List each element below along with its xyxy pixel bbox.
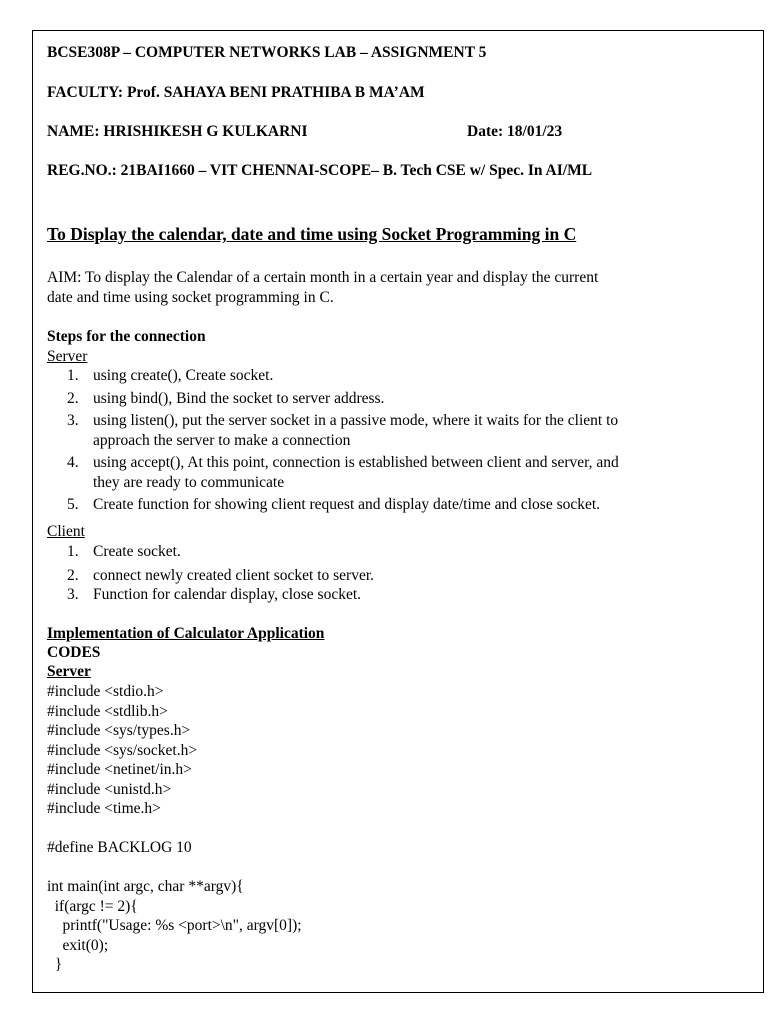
step-number: 2. [67,566,79,584]
list-item [47,542,374,562]
date: Date: 18/01/23 [467,123,563,140]
course-line: BCSE308P – COMPUTER NETWORKS LAB – ASSIGNMENT 5 [47,44,487,61]
step-text: Create function for showing client request and display date/time and close socket. [93,496,601,513]
list-item [47,411,619,450]
reg-number: REG.NO.: 21BAI1660 – VIT CHENNAI-SCOPE– B. Tech CSE w/ Spec. In AI/ML [47,162,593,179]
step-number: 2. [67,389,79,407]
step-text: using accept(), At this point, connection is established between client and server, and [93,454,619,471]
step-number: 1. [67,543,79,560]
step-text: Function for calendar display, close socket. [93,586,362,603]
list-item [47,585,374,605]
step-number: 3. [67,412,79,429]
aim-line-2: date and time using socket programming in C. [47,289,334,306]
code-line [47,819,302,839]
code-line: } [47,956,63,973]
step-number: 4. [67,454,79,471]
code-line: #include <stdlib.h> [47,702,168,720]
step-text-continued: approach the server to make a connection [93,431,351,449]
code-line: #define BACKLOG 10 [47,839,192,856]
server-steps-label: Server [47,348,88,365]
code-line: if(argc != 2){ [47,897,138,915]
student-name: NAME: HRISHIKESH G KULKARNI [47,123,308,140]
step-number: 1. [67,367,79,384]
code-server-label: Server [47,663,91,680]
step-text: Create socket. [93,543,181,560]
code-block [47,682,302,975]
step-text: using create(), Create socket. [93,367,274,384]
code-line: exit(0); [47,936,109,954]
step-number: 5. [67,496,79,513]
code-line [47,858,302,878]
code-line: #include <netinet/in.h> [47,761,192,778]
code-line: #include <sys/types.h> [47,722,191,739]
list-item [47,366,619,386]
step-text: connect newly created client socket to server. [93,566,375,584]
code-line: #include <unistd.h> [47,780,172,798]
list-item [47,495,619,515]
list-item [47,389,619,409]
step-text-continued: they are ready to communicate [93,473,285,491]
aim-line-1: AIM: To display the Calendar of a certain month in a certain year and display the current [47,269,599,286]
list-item [47,453,619,492]
client-steps-label: Client [47,523,85,540]
codes-label: CODES [47,644,101,661]
code-line: #include <time.h> [47,800,161,817]
implementation-heading: Implementation of Calculator Application [47,625,325,642]
faculty-line: FACULTY: Prof. SAHAYA BENI PRATHIBA B MA’AM [47,84,425,101]
code-line: int main(int argc, char **argv){ [47,878,244,895]
list-item [47,566,374,586]
document-title: To Display the calendar, date and time using Socket Programming in C [47,224,577,244]
step-text: using bind(), Bind the socket to server address. [93,389,385,407]
step-text: using listen(), put the server socket in a passive mode, where it waits for the client to [93,412,619,429]
code-line: #include <sys/socket.h> [47,741,198,759]
steps-heading: Steps for the connection [47,328,206,345]
step-number: 3. [67,586,79,603]
client-steps-list [47,542,374,605]
server-steps-list [47,366,619,515]
code-line: printf("Usage: %s <port>\n", argv[0]); [47,917,302,934]
code-line: #include <stdio.h> [47,683,164,700]
